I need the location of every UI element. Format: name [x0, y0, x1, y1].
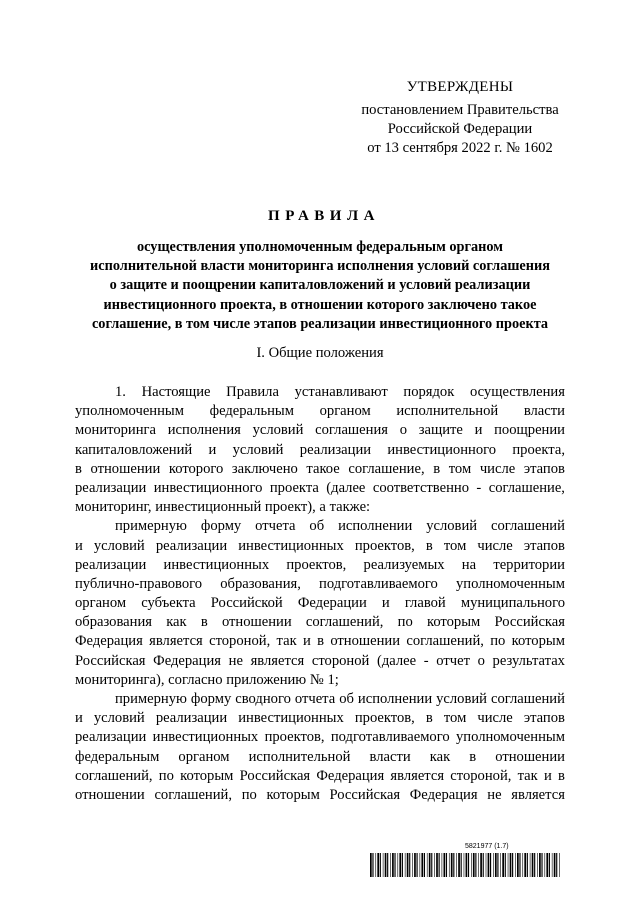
word: стороной	[311, 652, 370, 669]
body-line	[75, 786, 565, 805]
word: образования	[75, 614, 152, 631]
word: органом	[75, 595, 127, 612]
word: муниципального	[460, 595, 565, 612]
word: отношении	[75, 786, 145, 803]
word: так	[517, 767, 538, 784]
word: условий	[93, 710, 145, 727]
word: не	[487, 786, 502, 803]
body-line	[75, 498, 565, 517]
word: о	[477, 652, 485, 669]
word: соглашений,	[75, 767, 153, 784]
word: защите	[418, 422, 463, 439]
body-text	[75, 383, 565, 805]
body-line	[75, 728, 565, 747]
word: -	[423, 652, 429, 669]
word: числе	[479, 460, 516, 477]
word: инвестиционных	[152, 729, 259, 746]
word: числе	[477, 710, 513, 727]
word: Федерация	[316, 767, 385, 784]
body-line	[75, 690, 565, 709]
approval-heading: УТВЕРЖДЕНЫ	[406, 79, 514, 95]
word: условий	[436, 691, 487, 707]
word: том	[443, 710, 467, 727]
word: в	[75, 460, 82, 477]
word: проектов,	[264, 729, 325, 746]
word: проекта	[269, 479, 319, 496]
word: проектов,	[286, 556, 347, 573]
word: Российская	[494, 614, 565, 631]
word: Настоящие	[141, 384, 211, 400]
word: как	[429, 748, 451, 765]
subtitle-line: осуществления уполномоченным федеральным органом	[136, 239, 503, 255]
body-line	[75, 594, 565, 613]
word: Федерация	[153, 652, 221, 669]
word: о	[399, 422, 407, 439]
word: является	[250, 652, 305, 669]
word: исполнительной	[248, 748, 351, 765]
word: условий	[426, 518, 478, 535]
word: реализации	[75, 556, 147, 573]
word: по	[158, 767, 174, 784]
word: реализации	[299, 441, 372, 458]
word: Российская	[75, 652, 146, 669]
body-line	[75, 767, 565, 786]
body-line	[75, 441, 565, 460]
body-line	[75, 383, 565, 402]
word: уполномоченным	[456, 575, 565, 592]
word: которого	[168, 460, 224, 477]
word: Российская	[329, 786, 401, 803]
document-subtitle	[62, 238, 578, 334]
word: которым	[180, 767, 234, 784]
body-line	[75, 537, 565, 556]
word: том	[448, 460, 472, 477]
word: этапов	[523, 460, 565, 477]
word: поощрении	[494, 422, 565, 439]
word: власти	[523, 403, 565, 420]
body-line	[75, 652, 565, 671]
word: исполнении	[357, 691, 433, 707]
word: примерную	[115, 691, 187, 707]
word: которым	[266, 786, 320, 803]
word: реализации	[155, 710, 228, 727]
word: порядок	[403, 384, 455, 400]
word: образования,	[220, 575, 301, 592]
word: реализуемых	[363, 556, 445, 573]
word: отчета	[294, 691, 336, 707]
subtitle-line: о защите и поощрении капиталовложений и условий реализации	[109, 277, 531, 294]
word: реализации	[155, 537, 228, 554]
word: и	[75, 537, 83, 554]
body-line	[75, 709, 565, 728]
word: соглашения	[315, 422, 388, 439]
word: -	[476, 479, 482, 496]
word: устанавливают	[294, 384, 388, 400]
word: главой	[404, 595, 446, 612]
approval-line: постановлением Правительства	[361, 102, 559, 118]
word: реализации	[75, 729, 147, 746]
word: этапов	[523, 710, 565, 727]
word: в	[558, 767, 565, 784]
word: проекта,	[512, 441, 565, 458]
word: является	[390, 767, 445, 784]
word: соглашений,	[406, 633, 484, 650]
word: стороной,	[209, 633, 271, 650]
word: №	[309, 671, 328, 688]
word: мониторинг,	[75, 499, 156, 516]
word: проектов,	[354, 710, 415, 727]
word: федеральным	[75, 748, 160, 765]
word: отношении	[495, 748, 565, 765]
body-line	[75, 748, 565, 767]
word: и	[474, 422, 483, 439]
word: федеральным	[209, 403, 294, 420]
word: органом	[178, 748, 230, 765]
word: Федерации	[297, 595, 367, 612]
word: также:	[329, 499, 371, 516]
word: субъекта	[141, 595, 196, 612]
word: (далее	[326, 479, 366, 496]
word: в	[425, 537, 433, 554]
word: условий	[232, 441, 284, 458]
word: соглашений,	[154, 786, 233, 803]
word: Российской	[210, 595, 283, 612]
word: органом	[319, 403, 371, 420]
word: мониторинга),	[75, 671, 169, 688]
word: результатах	[492, 652, 565, 669]
document-title: ПРАВИЛА	[268, 208, 380, 224]
word: и	[208, 441, 217, 458]
word: 1.	[115, 384, 126, 400]
word: об	[309, 518, 325, 535]
body-line	[75, 671, 565, 690]
word: соглашений	[490, 691, 565, 707]
word: отчет	[436, 652, 470, 669]
body-line	[75, 556, 565, 575]
subtitle-line: исполнительной власти мониторинга исполнения условий соглашения	[90, 258, 550, 275]
word: Российская	[239, 767, 311, 784]
word: территории	[493, 556, 565, 573]
word: и	[302, 633, 311, 650]
word: отношении	[90, 460, 161, 477]
word: осуществления	[469, 384, 565, 400]
body-line	[75, 575, 565, 594]
word: приложению	[226, 671, 310, 688]
word: этапов	[523, 537, 565, 554]
word: сводного	[235, 691, 291, 707]
word: в	[433, 460, 441, 477]
word: стороной,	[450, 767, 512, 784]
word: форму	[190, 691, 232, 707]
word: условий	[252, 422, 304, 439]
word: в	[469, 748, 477, 765]
word: мониторинга	[75, 422, 157, 439]
word: инвестиционного	[387, 441, 497, 458]
word: капиталовложений	[75, 441, 193, 458]
body-line	[75, 517, 565, 536]
word: условий	[93, 537, 145, 554]
word: проект),	[264, 499, 320, 516]
document-id: 5821977 (1.7)	[465, 843, 509, 850]
word: Правила	[226, 384, 279, 400]
word: в	[425, 710, 433, 727]
word: исполнении	[338, 518, 413, 535]
word: подготавливаемого	[319, 575, 438, 592]
word: является	[511, 786, 565, 803]
barcode	[370, 853, 562, 877]
word: инвестиционных	[238, 710, 344, 727]
approval-line: от 13 сентября 2022 г. № 1602	[367, 140, 553, 156]
body-line	[75, 613, 565, 632]
word: 1;	[327, 671, 339, 688]
approval-line: Российской Федерации	[387, 121, 533, 137]
word: по	[490, 633, 506, 650]
word: соглашение,	[488, 479, 565, 496]
body-line	[75, 460, 565, 479]
word: проектов,	[354, 537, 415, 554]
word: и	[75, 710, 83, 727]
word: которым	[426, 614, 481, 631]
word: и	[543, 767, 552, 784]
word: отношении	[221, 614, 292, 631]
word: соответственно	[372, 479, 469, 496]
word: числе	[477, 537, 513, 554]
word: примерную	[115, 518, 187, 535]
word: исполнения	[167, 422, 241, 439]
word: не	[228, 652, 243, 669]
body-line	[75, 632, 565, 651]
body-line	[75, 479, 565, 498]
word: согласно	[168, 671, 227, 688]
word: исполнительной	[396, 403, 499, 420]
word: соглашений	[491, 518, 565, 535]
subtitle-line: соглашение, в том числе этапов реализации инвестиционного проекта	[91, 315, 549, 332]
word: публично-правового	[75, 575, 203, 592]
word: уполномоченным	[75, 403, 184, 420]
word: (далее	[376, 652, 417, 669]
word: в	[317, 633, 324, 650]
word: так	[276, 633, 297, 650]
approval-block	[330, 78, 590, 158]
word: форму	[200, 518, 242, 535]
word: инвестиционных	[238, 537, 344, 554]
word: отчета	[255, 518, 296, 535]
word: в	[200, 614, 208, 631]
word: инвестиционного	[153, 479, 263, 496]
word: является	[149, 633, 203, 650]
word: такое	[306, 460, 340, 477]
word: власти	[369, 748, 411, 765]
word: том	[443, 537, 467, 554]
word: инвестиционный	[155, 499, 265, 516]
word: как	[166, 614, 187, 631]
word: инвестиционных	[163, 556, 270, 573]
subtitle-line: инвестиционного проекта, в отношении которого заключено такое	[103, 296, 537, 313]
word: соглашений,	[305, 614, 384, 631]
word: Федерация	[409, 786, 478, 803]
section-heading: I. Общие положения	[256, 345, 384, 361]
body-line	[75, 402, 565, 421]
word: по	[241, 786, 257, 803]
word: отношении	[330, 633, 401, 650]
word: на	[461, 556, 477, 573]
word: а	[319, 499, 330, 516]
word: заключено	[231, 460, 298, 477]
word: которым	[511, 633, 565, 650]
word: и	[381, 595, 390, 612]
word: соглашение,	[348, 460, 425, 477]
word: реализации	[75, 479, 147, 496]
word: по	[397, 614, 413, 631]
word: уполномоченным	[455, 729, 565, 746]
word: подготавливаемого	[330, 729, 450, 746]
word: об	[339, 691, 354, 707]
word: Федерация	[75, 633, 143, 650]
body-line	[75, 421, 565, 440]
